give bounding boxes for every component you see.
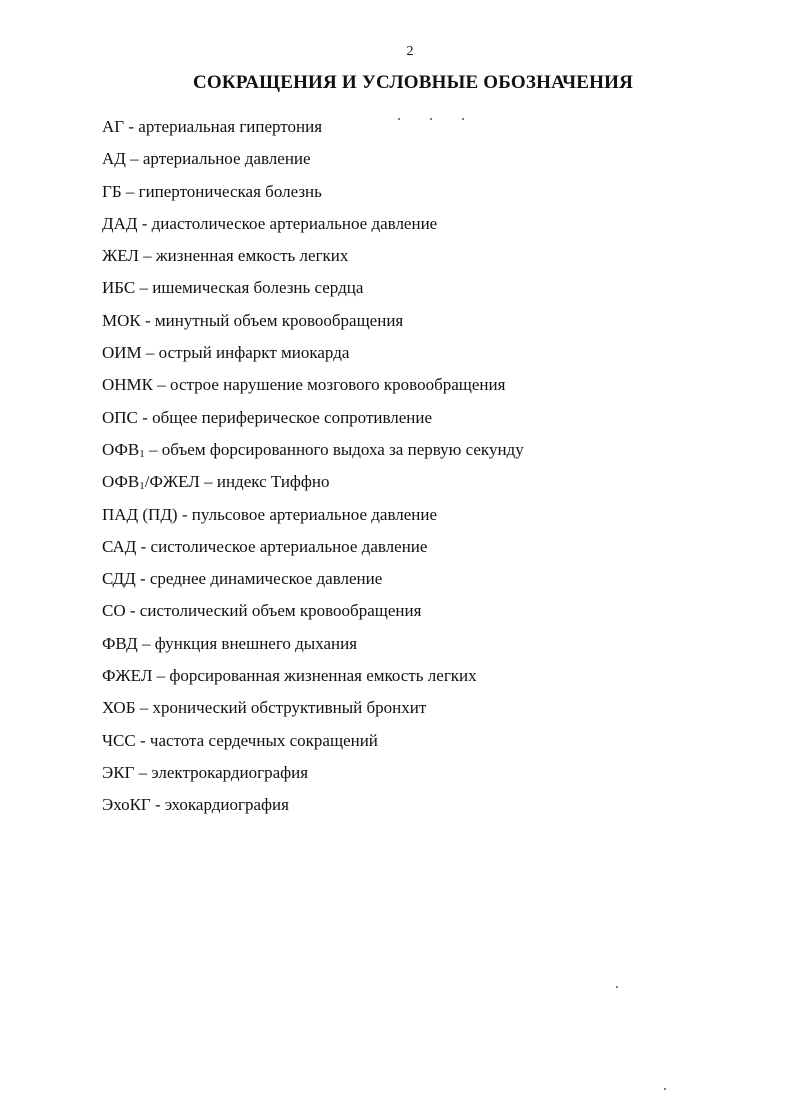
abbreviation-separator: – — [153, 375, 171, 395]
abbreviation-term: ДАД — [102, 213, 138, 233]
abbreviation-item — [102, 697, 524, 729]
abbreviation-separator: - — [150, 795, 165, 815]
scan-speck — [398, 118, 400, 120]
abbreviation-definition: ишемическая болезнь сердца — [152, 278, 364, 298]
abbreviation-item — [102, 342, 524, 374]
abbreviation-definition: минутный объем кровообращения — [154, 310, 404, 330]
abbreviation-term: ФВД — [102, 633, 138, 653]
abbreviation-definition: электрокардиография — [151, 762, 309, 782]
abbreviation-definition: хронический обструктивный бронхит — [152, 698, 427, 718]
abbreviation-separator: – — [144, 439, 162, 459]
abbreviation-list — [102, 116, 524, 827]
abbreviation-separator: – — [135, 278, 153, 298]
abbreviation-item — [102, 407, 524, 439]
abbreviation-separator: - — [140, 310, 155, 330]
abbreviation-separator: - — [135, 569, 150, 589]
abbreviation-term: ОНМК — [102, 375, 154, 395]
abbreviation-definition: острое нарушение мозгового кровообращения — [170, 375, 506, 395]
abbreviation-separator: - — [125, 601, 140, 621]
abbreviation-term: ОФВ — [102, 472, 140, 492]
abbreviation-separator: – — [137, 633, 155, 653]
scan-speck — [664, 1088, 666, 1090]
abbreviation-term: САД — [102, 536, 137, 556]
scan-speck — [462, 118, 464, 120]
abbreviation-item — [102, 730, 524, 762]
abbreviation-definition: объем форсированного выдоха за первую секунду — [161, 439, 524, 459]
abbreviation-term: ЖЕЛ — [102, 246, 139, 266]
abbreviation-separator: – — [134, 762, 152, 782]
abbreviation-separator: - — [124, 117, 139, 136]
abbreviation-separator: - — [137, 213, 152, 233]
abbreviation-term: ОИМ — [102, 343, 142, 363]
abbreviation-definition: среднее динамическое давление — [149, 569, 383, 589]
abbreviation-term: ЭхоКГ — [102, 795, 151, 815]
abbreviation-separator: – — [121, 181, 139, 201]
abbreviation-term: СО — [102, 601, 126, 621]
abbreviation-separator: – — [135, 698, 153, 718]
abbreviation-item — [102, 148, 524, 180]
abbreviation-definition: острый инфаркт миокарда — [158, 343, 350, 363]
abbreviation-term: ОПС — [102, 407, 138, 427]
abbreviation-item — [102, 277, 524, 309]
abbreviation-separator: – — [152, 666, 170, 686]
abbreviation-subscript: 1 — [139, 447, 145, 460]
abbreviation-separator: - — [135, 730, 150, 750]
page-number: 2 — [406, 44, 414, 59]
abbreviation-item — [102, 568, 524, 600]
abbreviation-separator: - — [137, 407, 153, 427]
abbreviation-definition: жизненная емкость легких — [155, 246, 349, 266]
abbreviation-term: ПАД (ПД) — [102, 504, 178, 524]
abbreviation-term: АД — [102, 149, 126, 169]
abbreviation-term-tail: /ФЖЕЛ — [144, 472, 200, 492]
abbreviation-definition: пульсовое артериальное давление — [191, 504, 438, 524]
abbreviation-subscript: 1 — [139, 480, 145, 493]
scan-speck — [430, 118, 432, 120]
abbreviation-definition: гипертоническая болезнь — [138, 181, 322, 201]
abbreviation-definition: диастолическое артериальное давление — [151, 213, 438, 233]
abbreviation-term: ХОБ — [102, 698, 136, 718]
abbreviation-item — [102, 665, 524, 697]
abbreviation-term: МОК — [102, 310, 141, 330]
abbreviation-definition: форсированная жизненная емкость легких — [169, 666, 477, 686]
abbreviation-item — [102, 213, 524, 245]
abbreviation-definition: артериальная гипертония — [138, 117, 323, 136]
abbreviation-definition: общее периферическое сопротивление — [152, 407, 433, 427]
abbreviation-item — [102, 633, 524, 665]
abbreviation-term: ФЖЕЛ — [102, 666, 153, 686]
abbreviation-item — [102, 600, 524, 632]
abbreviation-term: ОФВ — [102, 439, 140, 459]
abbreviation-item — [102, 794, 524, 826]
abbreviation-separator: – — [141, 343, 159, 363]
abbreviation-term: ИБС — [102, 278, 136, 298]
abbreviation-item — [102, 762, 524, 794]
abbreviation-separator: – — [199, 472, 217, 492]
abbreviation-separator: – — [125, 149, 143, 169]
abbreviation-item — [102, 536, 524, 568]
abbreviation-item — [102, 116, 524, 148]
abbreviation-item — [102, 245, 524, 277]
abbreviation-definition: систолический объем кровообращения — [139, 601, 422, 621]
abbreviation-item — [102, 310, 524, 342]
abbreviation-definition: функция внешнего дыхания — [154, 633, 358, 653]
abbreviation-definition: индекс Тиффно — [216, 472, 330, 492]
abbreviation-item — [102, 374, 524, 406]
abbreviation-term: ЧСС — [102, 730, 136, 750]
abbreviation-definition: эхокардиография — [164, 795, 289, 815]
abbreviation-item — [102, 471, 524, 503]
abbreviation-term: ГБ — [102, 181, 122, 201]
abbreviation-term: АГ — [102, 117, 125, 136]
abbreviation-definition: артериальное давление — [142, 149, 311, 169]
abbreviation-separator: - — [177, 504, 192, 524]
abbreviation-item — [102, 439, 524, 471]
page-title: СОКРАЩЕНИЯ И УСЛОВНЫЕ ОБОЗНАЧЕНИЯ — [192, 72, 634, 93]
scan-speck — [616, 986, 618, 988]
abbreviation-item — [102, 504, 524, 536]
abbreviation-term: СДД — [102, 569, 136, 589]
abbreviation-term: ЭКГ — [102, 762, 135, 782]
abbreviation-separator: – — [138, 246, 156, 266]
abbreviation-item — [102, 181, 524, 213]
abbreviation-definition: систолическое артериальное давление — [150, 536, 428, 556]
abbreviation-definition: частота сердечных сокращений — [149, 730, 378, 750]
abbreviation-separator: - — [136, 536, 151, 556]
